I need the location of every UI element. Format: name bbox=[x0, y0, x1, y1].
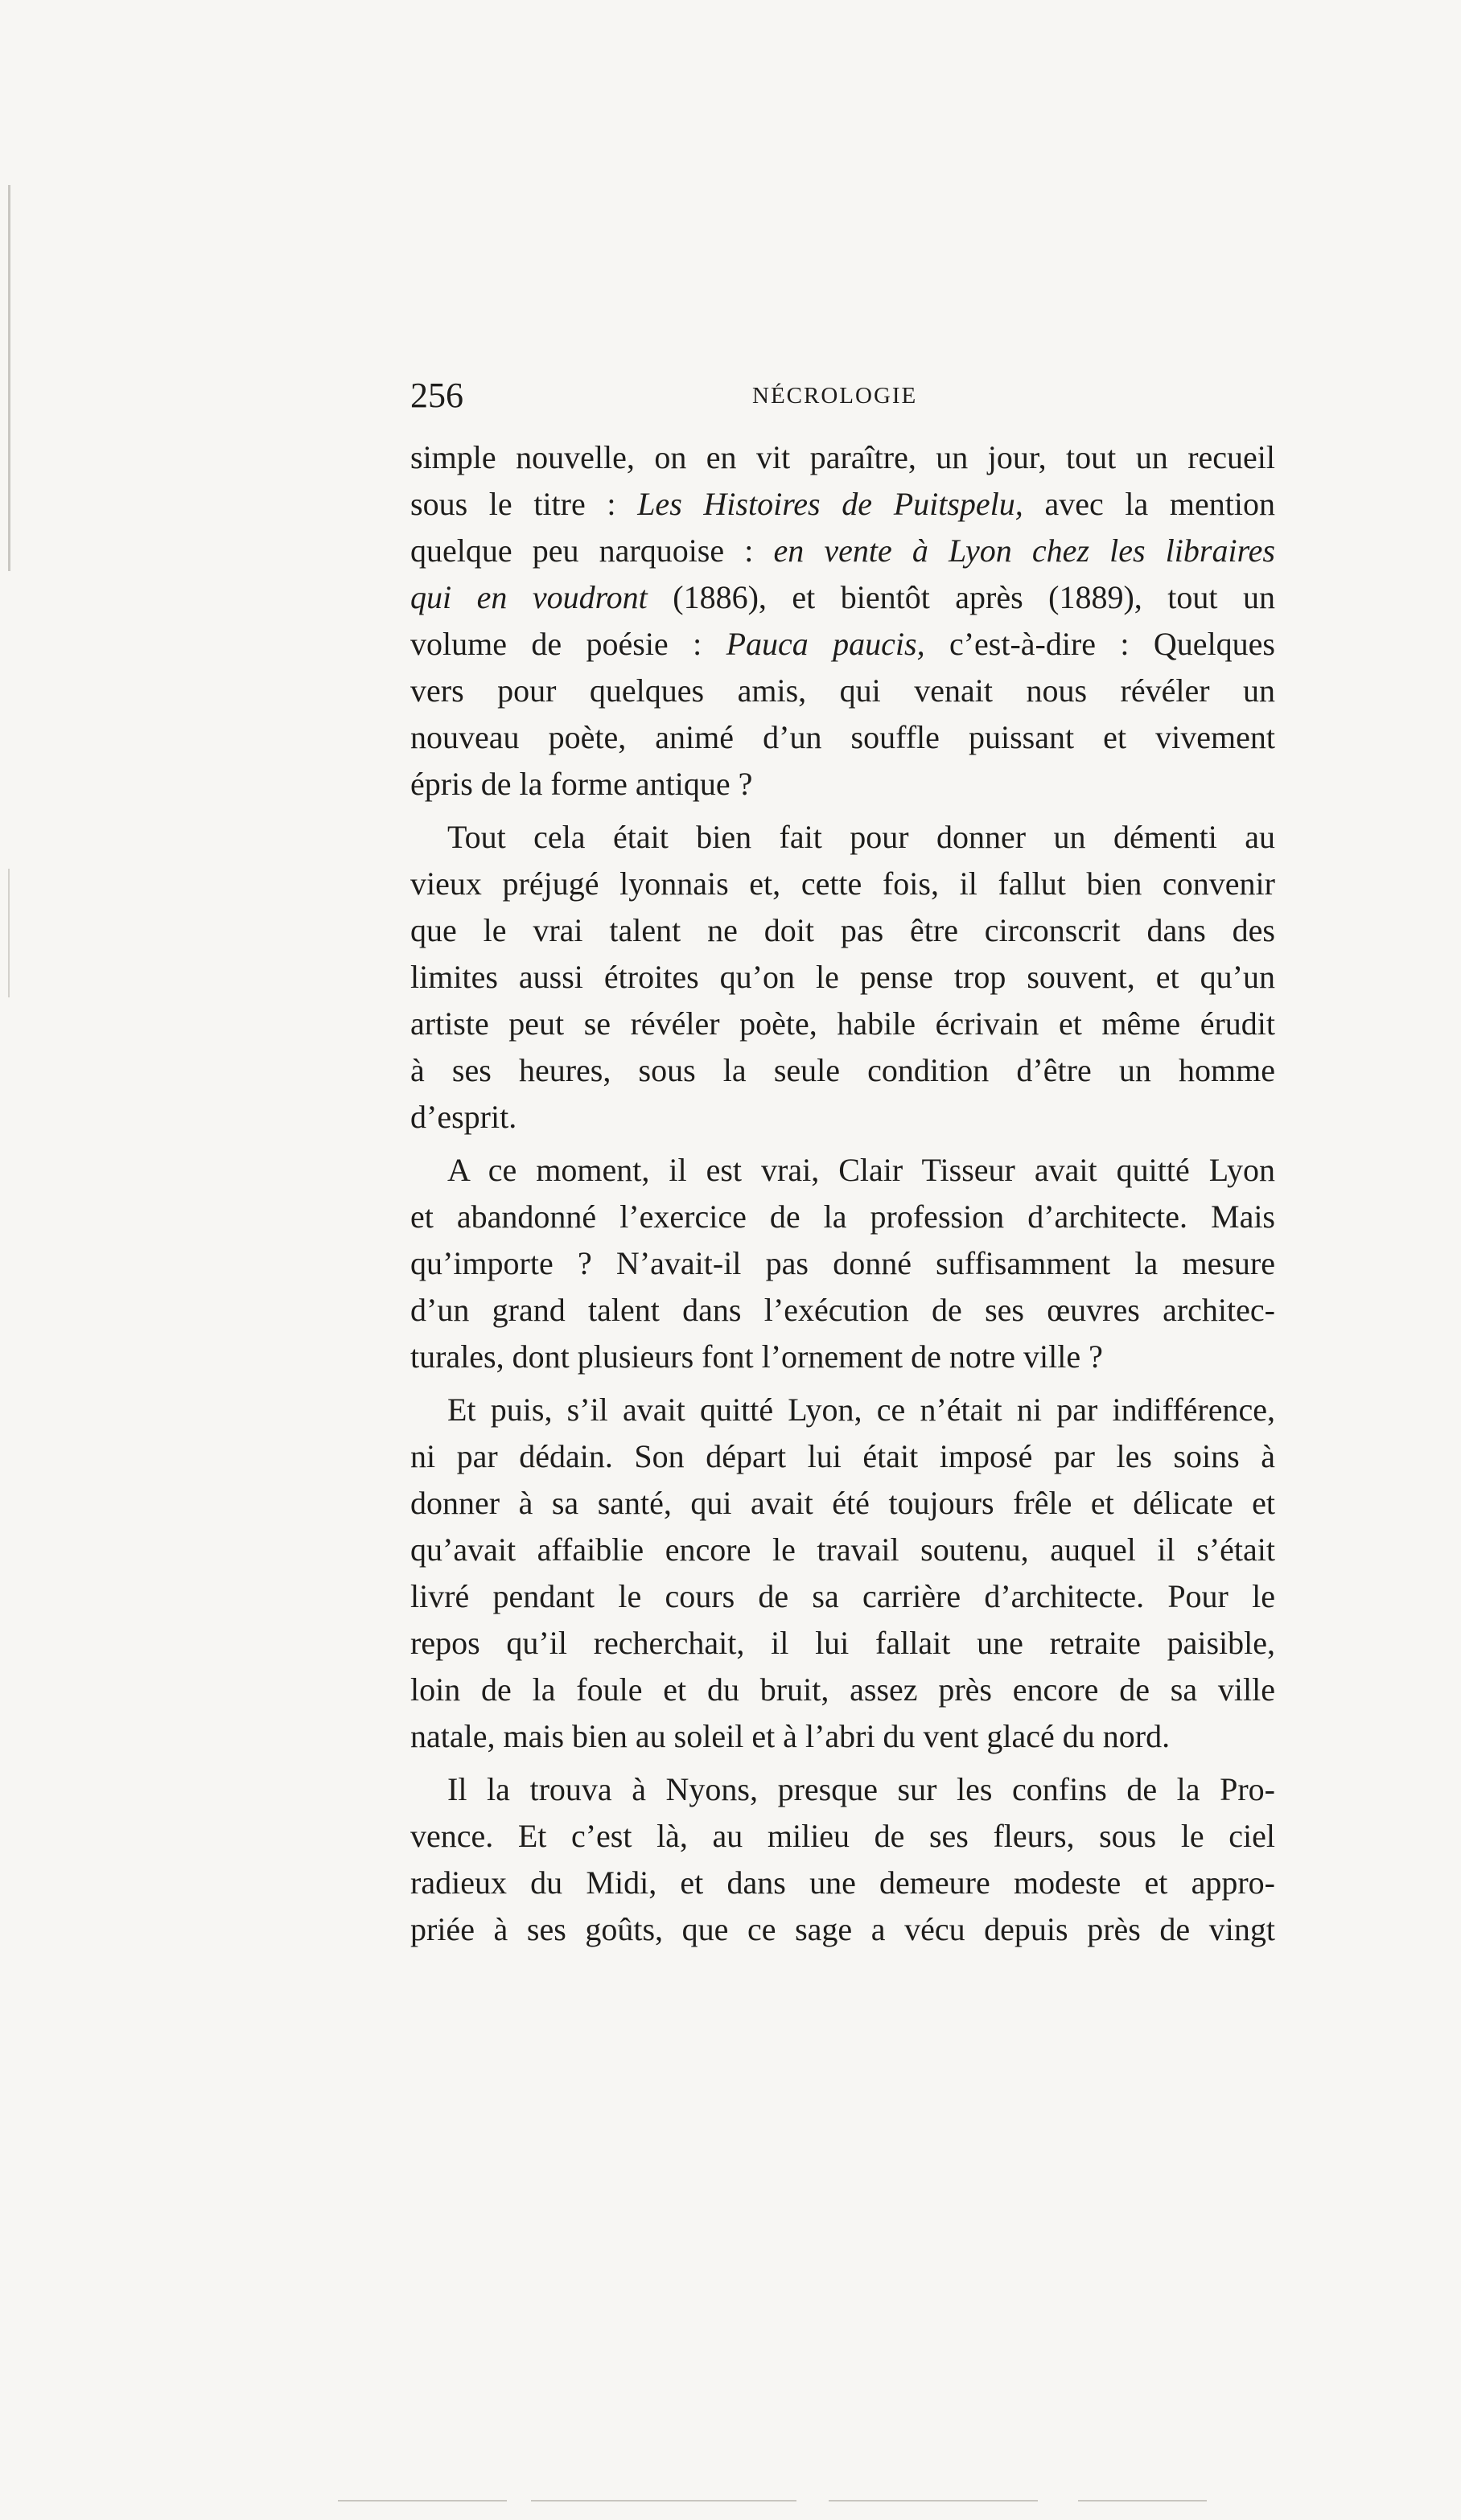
text-line bbox=[410, 1094, 1275, 1141]
text-run: natale, mais bien au soleil et à l’abri du vent glacé du nord. bbox=[410, 1718, 1171, 1754]
text-run: turales, dont plusieurs font l’ornement de notre ville ? bbox=[410, 1338, 1103, 1375]
text-run: épris de la forme antique ? bbox=[410, 766, 753, 802]
text-line bbox=[410, 814, 1275, 861]
paragraph bbox=[410, 814, 1275, 1141]
text-line bbox=[410, 907, 1275, 954]
body-text bbox=[410, 434, 1275, 1953]
text-line bbox=[410, 574, 1275, 621]
text-line bbox=[410, 1480, 1275, 1527]
paragraph-gap bbox=[410, 1760, 1275, 1766]
text-line bbox=[410, 1527, 1275, 1573]
text-run: avec la mention bbox=[1023, 486, 1276, 522]
text-line bbox=[410, 1906, 1275, 1953]
text-run: priée à ses goûts, que ce sage a vécu depuis près de vingt bbox=[410, 1911, 1275, 1947]
running-title: NÉCROLOGIE bbox=[752, 383, 918, 409]
text-line bbox=[410, 528, 1275, 574]
text-line bbox=[410, 1001, 1275, 1047]
paragraph bbox=[410, 1387, 1275, 1760]
text-run: Il la trouva à Nyons, presque sur les confins de la Pro- bbox=[447, 1771, 1275, 1807]
text-run: volume de poésie : bbox=[410, 626, 726, 662]
paragraph-gap bbox=[410, 808, 1275, 814]
text-run: radieux du Midi, et dans une demeure modeste et appro- bbox=[410, 1864, 1275, 1901]
text-run: vieux préjugé lyonnais et, cette fois, il fallut bien convenir bbox=[410, 865, 1275, 902]
text-run: nouveau poète, animé d’un souffle puissant et vivement bbox=[410, 719, 1275, 755]
text-run: Et puis, s’il avait quitté Lyon, ce n’était ni par indifférence, bbox=[447, 1392, 1275, 1428]
text-run: limites aussi étroites qu’on le pense trop souvent, et qu’un bbox=[410, 959, 1275, 995]
paragraph-gap bbox=[410, 1380, 1275, 1387]
text-run: simple nouvelle, on en vit paraître, un jour, tout un recueil bbox=[410, 439, 1275, 475]
text-run: (1886), et bientôt après (1889), tout un bbox=[647, 579, 1275, 615]
text-line bbox=[410, 714, 1275, 761]
text-run: quelque peu narquoise : bbox=[410, 532, 774, 569]
text-line bbox=[410, 1433, 1275, 1480]
text-line bbox=[410, 1766, 1275, 1813]
page-edge-shadow bbox=[8, 185, 10, 571]
text-line bbox=[410, 1194, 1275, 1240]
text-line bbox=[410, 861, 1275, 907]
text-run: vers pour quelques amis, qui venait nous révéler un bbox=[410, 672, 1275, 709]
page-edge-shadow bbox=[8, 869, 10, 997]
italic-text: Les Histoires de Puitspelu, bbox=[637, 486, 1023, 522]
text-line bbox=[410, 1860, 1275, 1906]
text-line bbox=[410, 761, 1275, 808]
text-run: c’est-à-dire : Quelques bbox=[924, 626, 1275, 662]
text-run: d’un grand talent dans l’exécution de ses œuvres architec- bbox=[410, 1292, 1275, 1328]
page-header bbox=[410, 375, 1279, 423]
paragraph bbox=[410, 434, 1275, 808]
text-run: d’esprit. bbox=[410, 1099, 517, 1135]
paragraph bbox=[410, 1147, 1275, 1380]
text-run: qu’avait affaiblie encore le travail soutenu, auquel il s’était bbox=[410, 1531, 1275, 1568]
text-run: ni par dédain. Son départ lui était imposé par les soins à bbox=[410, 1438, 1275, 1474]
bottom-edge-mark bbox=[829, 2500, 1038, 2502]
text-run: artiste peut se révéler poète, habile écrivain et même érudit bbox=[410, 1005, 1275, 1042]
italic-text: en vente à Lyon chez les libraires bbox=[773, 532, 1275, 569]
text-run: à ses heures, sous la seule condition d’être un homme bbox=[410, 1052, 1275, 1088]
text-line bbox=[410, 668, 1275, 714]
text-line bbox=[410, 481, 1275, 528]
text-run: loin de la foule et du bruit, assez près encore de sa ville bbox=[410, 1671, 1275, 1708]
text-line bbox=[410, 1334, 1275, 1380]
bottom-edge-mark bbox=[338, 2500, 507, 2502]
text-run: sous le titre : bbox=[410, 486, 638, 522]
text-run: repos qu’il recherchait, il lui fallait une retraite paisible, bbox=[410, 1625, 1275, 1661]
text-line bbox=[410, 1713, 1275, 1760]
bottom-edge-mark bbox=[531, 2500, 796, 2502]
page-number: 256 bbox=[410, 376, 463, 415]
text-run: donner à sa santé, qui avait été toujours frêle et délicate et bbox=[410, 1485, 1275, 1521]
text-line bbox=[410, 1573, 1275, 1620]
text-run: que le vrai talent ne doit pas être circonscrit dans des bbox=[410, 912, 1275, 948]
italic-text: qui en voudront bbox=[410, 579, 648, 615]
text-line bbox=[410, 1240, 1275, 1287]
paragraph-gap bbox=[410, 1141, 1275, 1147]
bottom-edge-mark bbox=[1078, 2500, 1207, 2502]
text-run: livré pendant le cours de sa carrière d’architecte. Pour le bbox=[410, 1578, 1275, 1614]
text-line bbox=[410, 434, 1275, 481]
text-line bbox=[410, 1620, 1275, 1667]
text-line bbox=[410, 954, 1275, 1001]
text-run: et abandonné l’exercice de la profession d’architecte. Mais bbox=[410, 1198, 1275, 1235]
paragraph bbox=[410, 1766, 1275, 1953]
text-line bbox=[410, 1047, 1275, 1094]
text-line bbox=[410, 1387, 1275, 1433]
text-line bbox=[410, 1287, 1275, 1334]
text-line bbox=[410, 621, 1275, 668]
text-run: Tout cela était bien fait pour donner un démenti au bbox=[447, 819, 1275, 855]
text-run: A ce moment, il est vrai, Clair Tisseur avait quitté Lyon bbox=[447, 1152, 1275, 1188]
italic-text: Pauca paucis, bbox=[726, 626, 925, 662]
text-run: qu’importe ? N’avait-il pas donné suffisamment la mesure bbox=[410, 1245, 1275, 1281]
text-line bbox=[410, 1147, 1275, 1194]
text-line bbox=[410, 1813, 1275, 1860]
text-run: vence. Et c’est là, au milieu de ses fleurs, sous le ciel bbox=[410, 1818, 1275, 1854]
text-line bbox=[410, 1667, 1275, 1713]
